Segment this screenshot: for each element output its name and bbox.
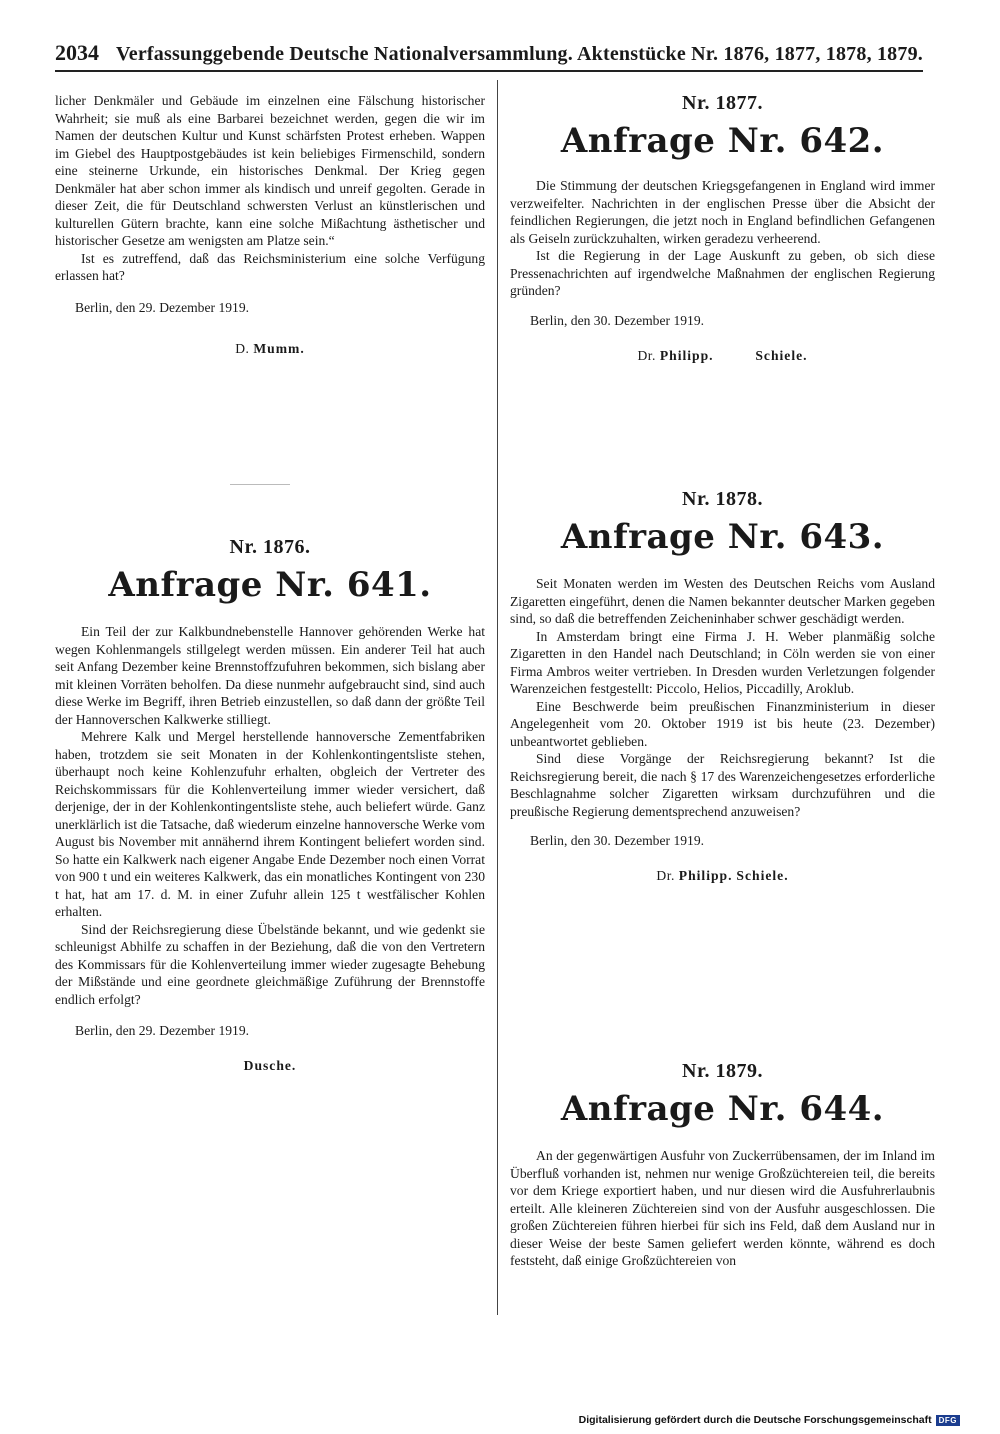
date-line: Berlin, den 30. Dezember 1919. — [530, 833, 705, 848]
paragraph: An der gegenwärtigen Ausfuhr von Zuckerrübensamen, der im Inland im Überfluß vorhanden ist, nehmen nur wenige Großzüchtereien teil, die bereits vor dem Kriege exportiert haben, und nur diesen wird die Ausfuhrerlaubnis erteilt. Alle kleineren Züchtereien sind von der Ausfuhr ausgeschlossen. Die großen Züchtereien führen hierbei für sich ins Feld, daß dem Ausland nur in dieser Weise der beste Samen geliefert werden könnte, während es doch feststeht, daß einige Großzüchtereien von — [510, 1148, 935, 1268]
digitization-credit — [579, 1414, 960, 1426]
continuation-paragraph: licher Denkmäler und Gebäude im einzelnen eine Fälschung historischer Wahrheit; sie muß als eine Barbarei bezeichnet werden, gegen die wir im Namen der deutschen Kultur und Kunst schärfsten Protest erheben. Wappen im Giebel des Hauptpostgebäudes ist kein beliebiges Firmenschild, sondern eine steinerne Urkunde, ein historisches Denkmal. Der Krieg gegen Denkmäler hat aber schon immer als kindisch und unreif gegolten. Gerade in dieser Zeit, die für Deutschland schwersten Verlust an künstlerischen und kulturellen Gütern brachte, kann eine solche Mißachtung ästhetischer und historischer Gesetze am wenigsten am Platze sein.“ — [55, 93, 485, 248]
document-1877 — [510, 92, 935, 364]
signature-name: Dusche. — [243, 1058, 297, 1073]
signature-name: Mumm. — [253, 340, 305, 356]
signature-name: Philipp. — [659, 347, 714, 363]
paragraph: Sind der Reichsregierung diese Übelstände bekannt, und wie gedenkt sie schleunigst Abhilfe zu schaffen in der Beziehung, daß die von den Vertretern des Kommissars für die Kohlenverteilung immer wieder zugesagte Behebung der Mißstände und eine geordnete gleichmäßige Zuführung der Brennstoffe endlich erfolgt? — [55, 921, 485, 1007]
document-number: Nr. 1879. — [682, 1060, 763, 1082]
signature — [55, 1058, 485, 1074]
anfrage-title: Anfrage Nr. 642. — [560, 121, 885, 161]
signature-prefix: Dr. — [656, 868, 675, 883]
paragraph: Die Stimmung der deutschen Kriegsgefangenen in England wird immer verzweifelter. Nachrichten in der englischen Presse über die Absicht der feindlichen Regierungen, die jetzt noch in England befindlichen Gefangenen als Geiseln zurückzuhalten, wirken geradezu verheerend. — [510, 178, 935, 246]
signature — [55, 341, 485, 357]
dfg-logo-icon: DFG — [936, 1415, 960, 1426]
signature — [510, 868, 935, 884]
date-line: Berlin, den 30. Dezember 1919. — [530, 312, 705, 328]
document-1876 — [55, 536, 485, 1074]
document-1878 — [510, 488, 935, 884]
signature-prefix: Dr. — [637, 347, 656, 363]
paragraph: Mehrere Kalk und Mergel herstellende hannoversche Zementfabriken haben, trotzdem sie seit Monaten in der Kohlenkontingentsliste stehen, überhaupt noch keine Kohlenzufuhr erhalten, obgleich der Vertreter des Reichskommissars für die Kohlenverteilung immer wieder versichert, daß derjenige, der in der Kohlenkontingentsliste stehe, auch beliefert würde. Ganz unerklärlich ist die Tatsache, daß wiederum einzelne hannoversche Werke vom August bis November mit annähernd ihrem Kontingent beliefert worden sind. So hatte ein Kalkwerk nach eigener Angabe Ende Dezember noch einen Vorrat von 900 t und ein weiteres Kalkwerk, das ein monatliches Kontingent von 230 t hat, hat am 17. d. M. in einer Zufuhr allein 125 t westfälischer Kohlen erhalten. — [55, 729, 485, 919]
paragraph: Ein Teil der zur Kalkbundnebenstelle Hannover gehörenden Werke hat wegen Kohlenmangels stillgelegt werden müssen. Ein anderer Teil hat auch seit Anfang Dezember keine Brennstoffzufuhren bekommen, sich bislang aber mit kleinen Vorräten beholfen. Da diese nunmehr aufgebraucht sind, sind auch diese Werke im Begriff, ihren Betrieb einzustellen, so daß dann der größte Teil der Hannoverschen Kalkwerke stilliegt. — [55, 624, 485, 727]
anfrage-title: Anfrage Nr. 643. — [560, 517, 885, 557]
signature-name: Philipp. — [678, 868, 733, 883]
paragraph: Eine Beschwerde beim preußischen Finanzministerium in dieser Angelegenheit vom 20. Oktober 1919 ist bis heute (23. Dezember) unbeantwortet geblieben. — [510, 698, 935, 749]
continuation-question: Ist es zutreffend, daß das Reichsministerium eine solche Verfügung erlassen hat? — [55, 250, 485, 283]
document-number: Nr. 1877. — [682, 92, 763, 114]
signature-name: Schiele. — [755, 347, 808, 363]
page-header — [55, 40, 923, 72]
page-number: 2034 — [55, 40, 99, 65]
paragraph: Sind diese Vorgänge der Reichsregierung bekannt? Ist die Reichsregierung bereit, die nach § 17 des Warenzeichengesetzes erforderliche Beschlagnahme solcher Zigaretten wirksam durchzuführen und die preußische Regierung dementsprechend anzuweisen? — [510, 751, 935, 819]
paragraph: Ist die Regierung in der Lage Auskunft zu geben, ob sich diese Pressenachrichten auf irgendwelche Maßnahmen der englischen Regierung gründen? — [510, 248, 935, 298]
column-divider — [497, 80, 498, 1315]
document-1879 — [510, 1060, 935, 1270]
paragraph: Seit Monaten werden im Westen des Deutschen Reichs vom Ausland Zigaretten eingeführt, denen die Namen bekannter deutscher Marken gegeben sind, so daß die betreffenden Zeicheninhaber schwer geschädigt werden. — [510, 576, 935, 626]
document-number: Nr. 1876. — [229, 536, 311, 558]
date-line: Berlin, den 29. Dezember 1919. — [75, 299, 250, 315]
running-title: Verfassunggebende Deutsche Nationalversammlung. Aktenstücke Nr. 1876, 1877, 1878, 1879. — [115, 43, 923, 65]
signature-name: Schiele. — [736, 868, 789, 883]
section-rule — [230, 484, 290, 485]
anfrage-title: Anfrage Nr. 641. — [108, 565, 432, 605]
signature-prefix: D. — [235, 340, 250, 356]
signature — [510, 348, 935, 364]
anfrage-title: Anfrage Nr. 644. — [560, 1089, 885, 1129]
date-line: Berlin, den 29. Dezember 1919. — [75, 1023, 250, 1038]
continuation-section — [55, 92, 485, 357]
document-number: Nr. 1878. — [682, 488, 763, 510]
credit-text: Digitalisierung gefördert durch die Deutsche Forschungsgemeinschaft — [578, 1414, 932, 1426]
paragraph: In Amsterdam bringt eine Firma J. H. Weber planmäßig solche Zigaretten in den Handel nach Deutschland; in Cöln werden sie von einer Firma Ambros weiter vertrieben. In Dresden wurden Verletzungen folgender Warenzeichen festgestellt: Piccolo, Helios, Piccadilly, Aroklub. — [510, 628, 935, 696]
